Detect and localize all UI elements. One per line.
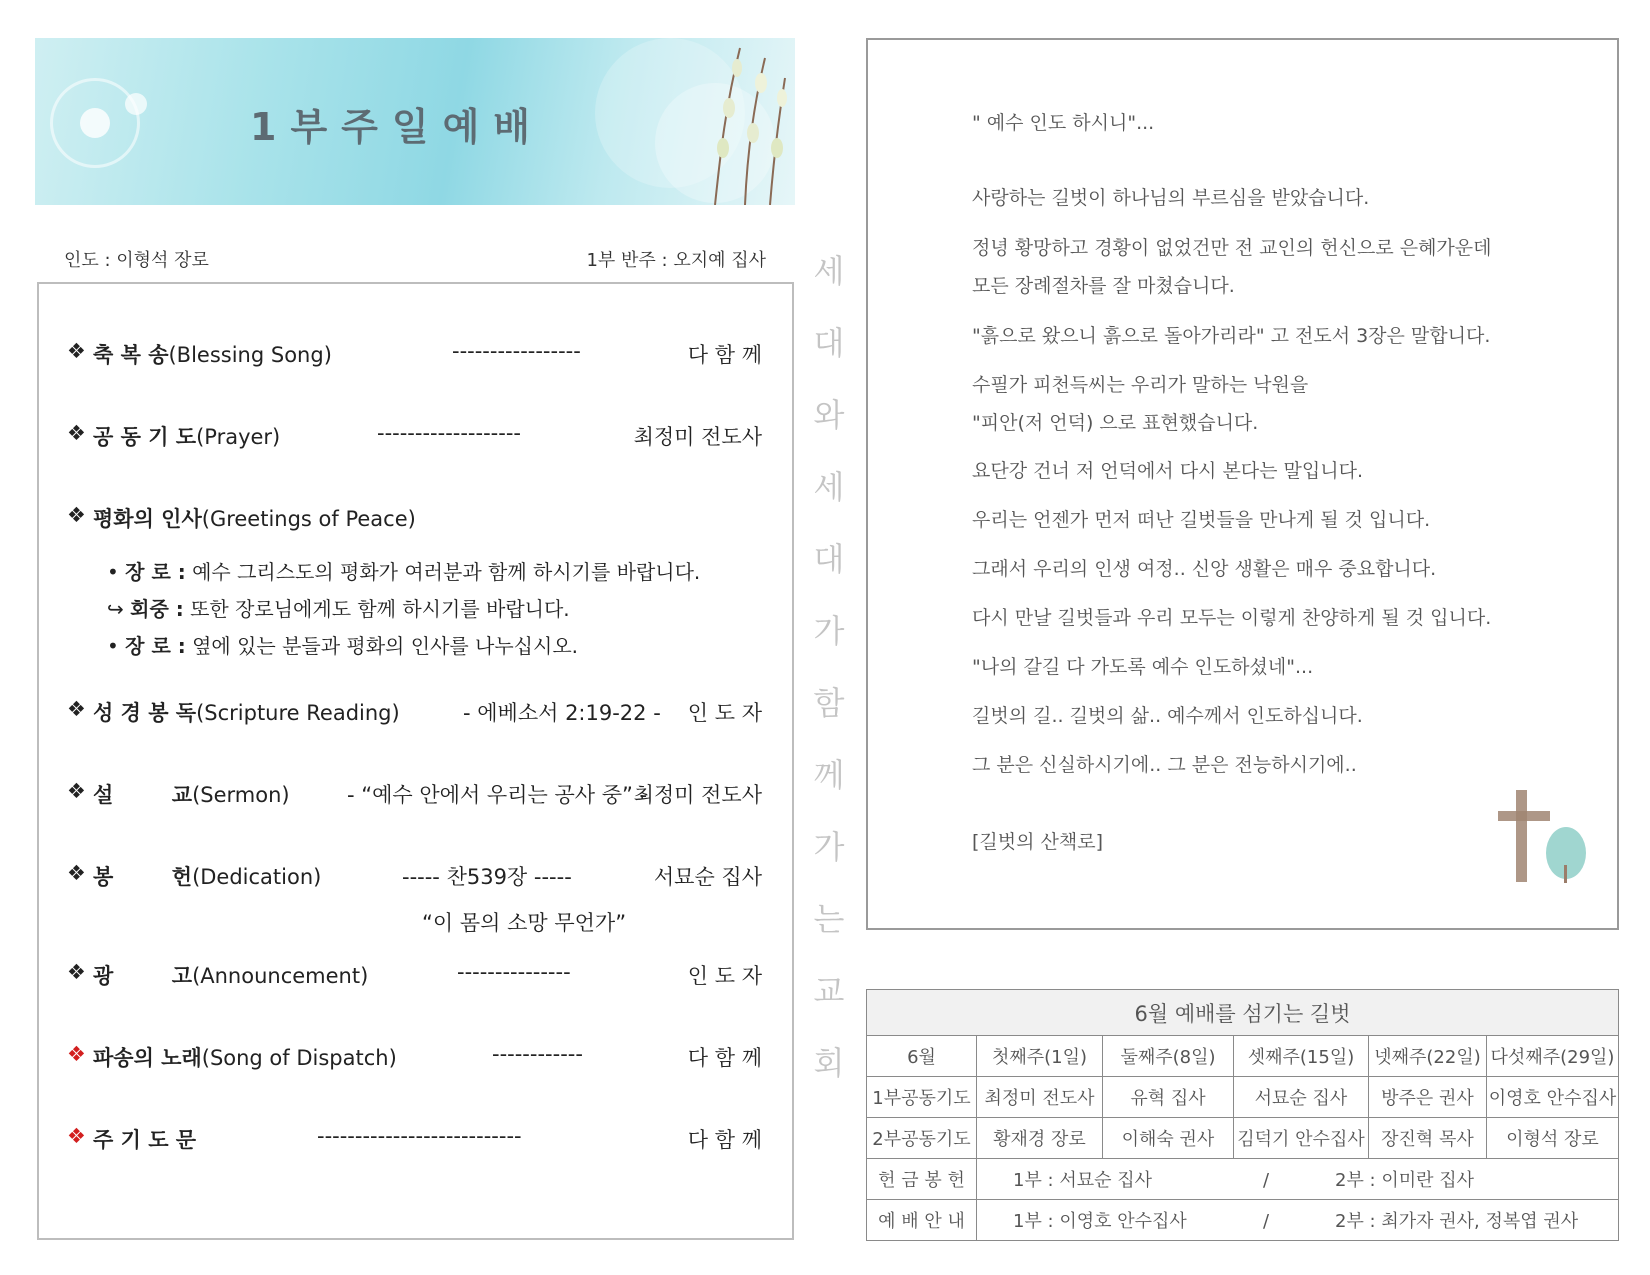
table-row-usher <box>867 1200 1619 1241</box>
table-cell: 이형석 장로 <box>1487 1118 1619 1159</box>
item-person: 최정미 전도사 <box>633 783 762 807</box>
table-cell: 장진혁 목사 <box>1369 1118 1487 1159</box>
item-person: 다 함 께 <box>687 343 762 367</box>
meditation-line: 정녕 황망하고 경황이 없었건만 전 교인의 헌신으로 은혜가운데 <box>972 237 1492 259</box>
table-cell: 유혁 집사 <box>1103 1077 1234 1118</box>
table-cell: 이영호 안수집사 <box>1487 1077 1619 1118</box>
decorative-bubble <box>80 108 110 138</box>
peace-role: 회중 : <box>130 597 184 621</box>
table-cell: 예 배 안 내 <box>867 1200 977 1241</box>
red-diamond-bullet-icon: ❖ <box>67 1042 86 1066</box>
table-cell: 서묘순 집사 <box>1234 1077 1369 1118</box>
item-english: (Blessing Song) <box>168 343 332 367</box>
meditation-line: 그 분은 신실하시기에.. 그 분은 전능하시기에.. <box>972 754 1357 776</box>
item-detail: - 에베소서 2:19-22 - <box>463 701 661 725</box>
table-cell: 김덕기 안수집사 <box>1234 1118 1369 1159</box>
order-of-worship <box>37 282 794 1240</box>
item-title: 광 고 <box>93 964 193 988</box>
order-item-prayer <box>67 421 762 451</box>
accompanist: 1부 반주 : 오지예 집사 <box>586 250 766 271</box>
item-english: (Dedication) <box>192 865 322 889</box>
peace-line <box>107 630 578 659</box>
item-detail: --------------- <box>457 960 571 984</box>
diamond-bullet-icon: ❖ <box>67 779 86 803</box>
meditation-line: 사랑하는 길벗이 하나님의 부르심을 받았습니다. <box>972 187 1370 209</box>
peace-text: 옆에 있는 분들과 평화의 인사를 나누십시오. <box>185 634 578 658</box>
table-header-cell: 둘째주(8일) <box>1103 1036 1234 1077</box>
diamond-bullet-icon: ❖ <box>67 421 86 445</box>
church-name-char: 세 <box>813 468 845 506</box>
hymn-title: “이 몸의 소망 무언가” <box>422 911 627 935</box>
peace-role: 장 로 : <box>125 634 186 658</box>
cross-and-tree-icon <box>1496 785 1596 885</box>
bullet-dot-icon: • <box>107 634 119 658</box>
offering-second: 2부 : 이미란 집사 <box>1335 1170 1475 1191</box>
table-header-cell: 첫째주(1일) <box>977 1036 1103 1077</box>
order-item-dispatch <box>67 1042 762 1072</box>
item-title: 봉 헌 <box>93 865 193 889</box>
separator: / <box>1263 1170 1270 1191</box>
table-row <box>867 1118 1619 1159</box>
table-header-cell: 셋째주(15일) <box>1234 1036 1369 1077</box>
item-english: (Prayer) <box>196 425 281 449</box>
table-cell: 최정미 전도사 <box>977 1077 1103 1118</box>
item-title: 공 동 기 도 <box>93 425 197 449</box>
church-name-char: 가 <box>813 828 845 866</box>
item-title: 평화의 인사 <box>93 507 202 531</box>
diamond-bullet-icon: ❖ <box>67 960 86 984</box>
table-row-offering <box>867 1159 1619 1200</box>
table-header-cell: 넷째주(22일) <box>1369 1036 1487 1077</box>
item-title: 주 기 도 문 <box>93 1128 197 1152</box>
usher-first: 1부 : 이영호 안수집사 <box>1013 1211 1187 1232</box>
item-english: (Announcement) <box>192 964 369 988</box>
order-item-announcement <box>67 960 762 990</box>
table-row <box>867 1077 1619 1118</box>
diamond-bullet-icon: ❖ <box>67 697 86 721</box>
page-title: 1부주일예배 <box>250 105 544 149</box>
pussy-willow-icon <box>685 38 795 205</box>
meditation-line: 요단강 건너 저 언덕에서 다시 본다는 말입니다. <box>972 460 1364 482</box>
church-name-char: 세 <box>813 252 845 290</box>
hymn-title-row <box>67 907 762 937</box>
diamond-bullet-icon: ❖ <box>67 861 86 885</box>
church-name-char: 대 <box>813 540 845 578</box>
item-detail: ------------ <box>492 1042 583 1066</box>
peace-line <box>107 556 700 585</box>
peace-role: 장 로 : <box>125 560 186 584</box>
table-cell: 황재경 장로 <box>977 1118 1103 1159</box>
church-name-char: 함 <box>813 684 845 722</box>
item-person: 인 도 자 <box>687 701 762 725</box>
item-person: 인 도 자 <box>687 964 762 988</box>
church-name-char: 대 <box>813 324 845 362</box>
meditation-box <box>866 38 1619 930</box>
table-caption: 6월 예배를 섬기는 길벗 <box>867 990 1619 1036</box>
peace-text: 예수 그리스도의 평화가 여러분과 함께 하시기를 바랍니다. <box>185 560 701 584</box>
header-banner <box>35 38 795 205</box>
item-person: 서묘순 집사 <box>653 865 762 889</box>
meditation-title: " 예수 인도 하시니"... <box>972 112 1155 134</box>
meditation-line: 그래서 우리의 인생 여정.. 신앙 생활은 매우 중요합니다. <box>972 558 1437 580</box>
table-cell: 이해숙 권사 <box>1103 1118 1234 1159</box>
church-name-char: 교 <box>813 972 845 1010</box>
table-header-row <box>867 1036 1619 1077</box>
separator: / <box>1263 1211 1270 1232</box>
meditation-line: 수필가 피천득씨는 우리가 말하는 낙원을 <box>972 374 1309 396</box>
table-cell: 방주은 권사 <box>1369 1077 1487 1118</box>
meditation-line: "흙으로 왔으니 흙으로 돌아가리라" 고 전도서 3장은 말합니다. <box>972 325 1491 347</box>
church-name-char: 가 <box>813 612 845 650</box>
order-item-scripture <box>67 697 762 727</box>
item-detail: ----- 찬539장 ----- <box>402 865 572 889</box>
meditation-line: 길벗의 길.. 길벗의 삶.. 예수께서 인도하십니다. <box>972 705 1363 727</box>
worship-leader: 인도 : 이형석 장로 <box>64 250 209 271</box>
table-header-cell: 6월 <box>867 1036 977 1077</box>
table-cell <box>977 1159 1619 1200</box>
item-detail: ------------------- <box>377 421 521 445</box>
item-detail: - “예수 안에서 우리는 공사 중” - <box>347 783 648 807</box>
table-cell: 2부공동기도 <box>867 1118 977 1159</box>
table-header-cell: 다섯째주(29일) <box>1487 1036 1619 1077</box>
item-english: (Greetings of Peace) <box>201 507 416 531</box>
order-item-peace <box>67 503 762 533</box>
item-title: 파송의 노래 <box>93 1046 202 1070</box>
item-detail: --------------------------- <box>317 1124 522 1148</box>
usher-second: 2부 : 최가자 권사, 정복엽 권사 <box>1335 1211 1579 1232</box>
item-title: 성 경 봉 독 <box>93 701 197 725</box>
item-detail: ----------------- <box>452 339 581 363</box>
bullet-dot-icon: • <box>107 560 119 584</box>
order-item-lords-prayer <box>67 1124 762 1154</box>
order-item-sermon <box>67 779 762 809</box>
meditation-line: 우리는 언젠가 먼저 떠난 길벗들을 만나게 될 것 입니다. <box>972 509 1431 531</box>
worship-duty-table <box>866 989 1619 1241</box>
peace-text: 또한 장로님에게도 함께 하시기를 바랍니다. <box>183 597 570 621</box>
church-name-char: 회 <box>813 1044 845 1082</box>
item-english: (Scripture Reading) <box>196 701 400 725</box>
table-cell: 1부공동기도 <box>867 1077 977 1118</box>
meditation-line: 다시 만날 길벗들과 우리 모두는 이렇게 찬양하게 될 것 입니다. <box>972 607 1492 629</box>
return-arrow-icon: ↪ <box>107 597 124 621</box>
meditation-source: [길벗의 산책로] <box>972 831 1103 853</box>
item-english: (Sermon) <box>192 783 290 807</box>
order-item-dedication <box>67 861 762 891</box>
meditation-line: "피안(저 언덕) 으로 표현했습니다. <box>972 412 1259 434</box>
meditation-line: 모든 장례절차를 잘 마쳤습니다. <box>972 275 1235 297</box>
church-name-char: 는 <box>813 900 845 938</box>
item-person: 다 함 께 <box>687 1046 762 1070</box>
item-english: (Song of Dispatch) <box>201 1046 397 1070</box>
table-cell <box>977 1200 1619 1241</box>
church-name-char: 께 <box>813 756 845 794</box>
offering-first: 1부 : 서묘순 집사 <box>1013 1170 1153 1191</box>
meditation-line: "나의 갈길 다 가도록 예수 인도하셨네"... <box>972 656 1314 678</box>
church-name-char: 와 <box>813 396 845 434</box>
peace-line <box>107 593 570 622</box>
diamond-bullet-icon: ❖ <box>67 503 86 527</box>
item-person: 최정미 전도사 <box>633 425 762 449</box>
red-diamond-bullet-icon: ❖ <box>67 1124 86 1148</box>
item-title: 설 교 <box>93 783 193 807</box>
item-person: 다 함 께 <box>687 1128 762 1152</box>
item-title: 축 복 송 <box>93 343 169 367</box>
table-cell: 헌 금 봉 헌 <box>867 1159 977 1200</box>
diamond-bullet-icon: ❖ <box>67 339 86 363</box>
decorative-bubble <box>125 93 147 115</box>
order-item-blessing <box>67 339 762 369</box>
